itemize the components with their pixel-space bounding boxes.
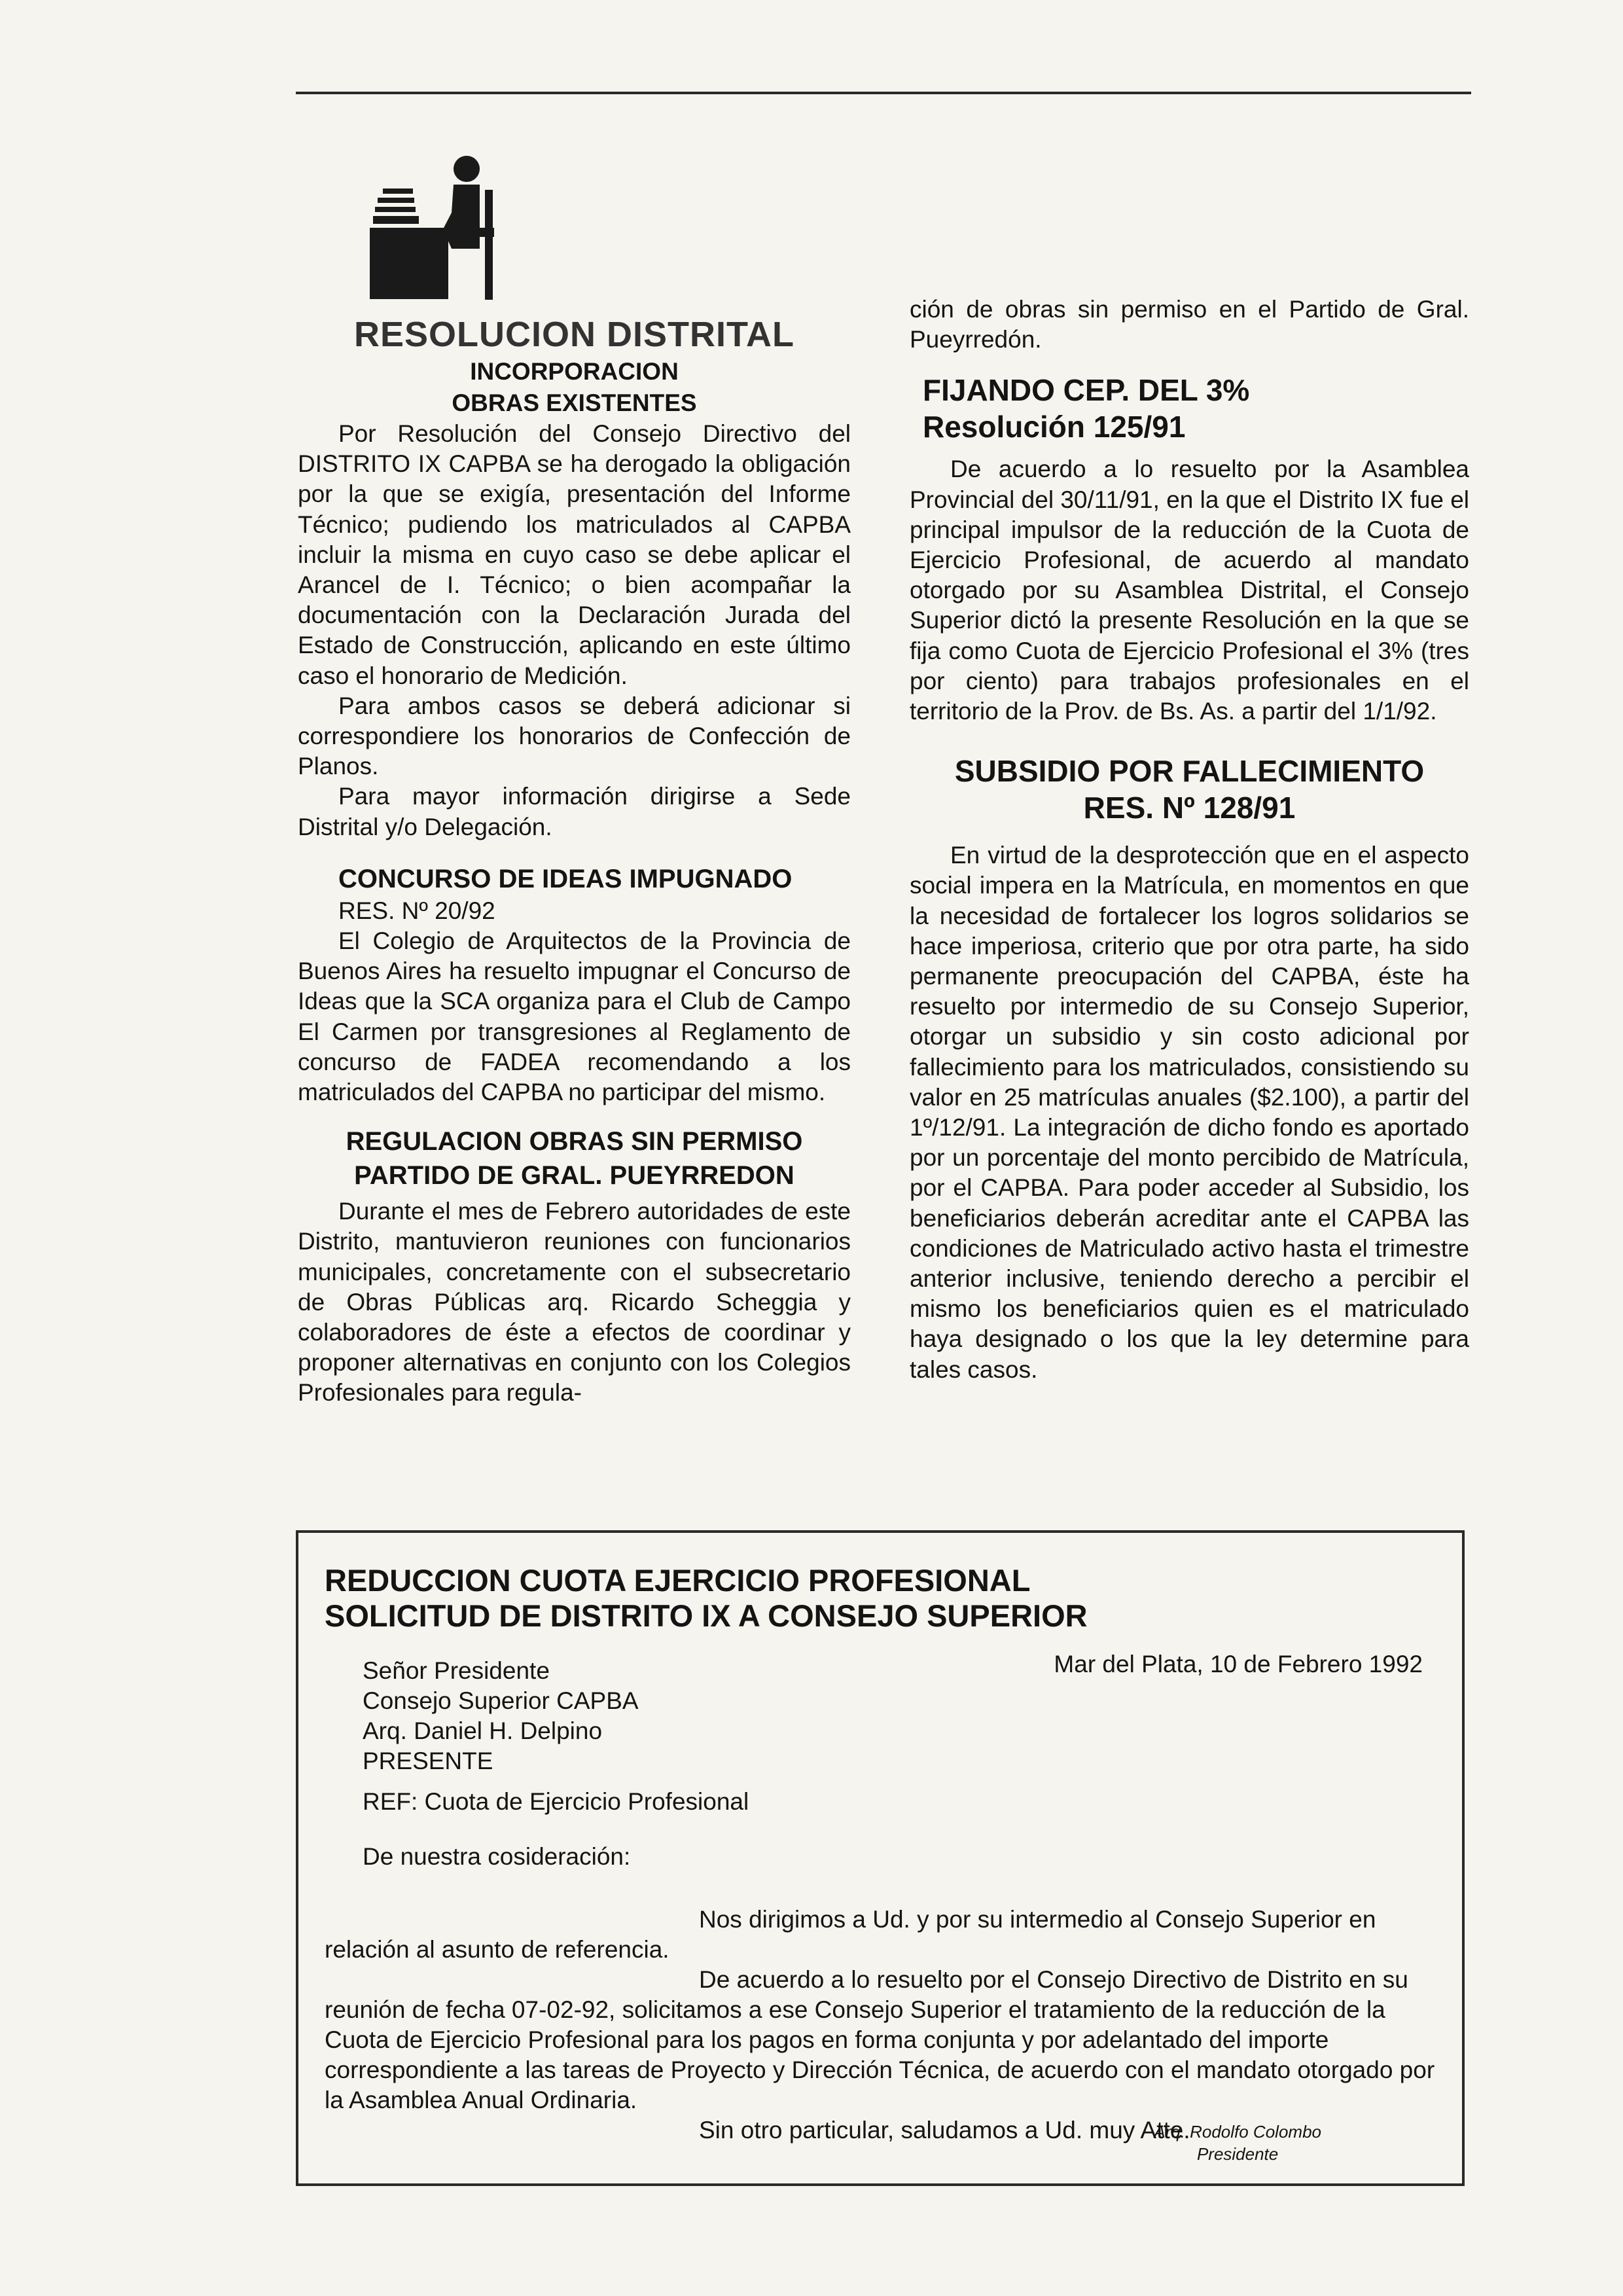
- fijando-paragraph: De acuerdo a lo resuelto por la Asamblea Provincial del 30/11/91, en la que el Distrito IX fue el principal impulsor de la reducción de la Cuota de Ejercicio Profesional, de acuerdo al mandato otorgado por su Asamblea Distrital, el Consejo Superior dictó la presente Resolución en la que se fija como Cuota de Ejercicio Profesional el 3% (tres por ciento) para trabajos profesionales en el territorio de la Prov. de Bs. As. a partir del 1/1/92.: [910, 456, 1469, 725]
- top-rule: [296, 92, 1471, 94]
- subsidio-title-2: RES. Nº 128/91: [1083, 791, 1296, 825]
- signature-role: Presidente: [1196, 2144, 1279, 2164]
- letter-greeting: De nuestra cosideración:: [363, 1843, 631, 1870]
- right-column: [910, 295, 1469, 1385]
- resolucion-paragraph-1: Por Resolución del Consejo Directivo del DISTRITO IX CAPBA se ha derogado la obligación por la que se exigía, presentación del Informe Técnico; pudiendo los matriculados al CAPBA incluir la misma en cuyo caso se debe aplicar el Arancel de I. Técnico; o bien acompañar la documentación con la Declaración Jurada del Estado de Construcción, aplicando en este último caso el honorario de Medición.: [298, 420, 851, 689]
- letter-title-line-1: REDUCCION CUOTA EJERCICIO PROFESIONAL: [325, 1563, 1031, 1598]
- resolucion-paragraph-3: Para mayor información dirigirse a Sede Distrital y/o Delegación.: [298, 783, 851, 840]
- address-line-3: Arq. Daniel H. Delpino: [363, 1717, 603, 1744]
- letter-paragraph-2: De acuerdo a lo resuelto por el Consejo Directivo de Distrito en su reunión de fecha 07-02-92, solicitamos a ese Consejo Superior el tratamiento de la reducción de la Cuota de Ejercicio Profesional para los pagos en forma conjunta y por adelantado del importe correspondiente a las tareas de Proyecto y Dirección Técnica, de acuerdo con el mandato otorgado por la Asamblea Anual Ordinaria.: [325, 1966, 1435, 2113]
- fijando-title-1: FIJANDO CEP. DEL 3%: [923, 373, 1250, 408]
- subsidio-paragraph: En virtud de la desprotección que en el aspecto social impera en la Matrícula, en momentos en que la necesidad de fortalecer los logros solidarios se hace imperiosa, criterio que por otra parte, ha sido permanente preocupación del CAPBA, éste ha resuelto por intermedio de su Consejo Superior, otorgar un subsidio y sin costo adicional por fallecimiento para los matriculados, consistiendo su valor en 25 matrículas anuales ($2.100), a partir del 1º/12/91. La integración de dicho fondo es aportado por un porcentaje del monto percibido de Matrícula, por el CAPBA. Para poder acceder al Subsidio, los beneficiarios deberán acreditar ante el CAPBA las condiciones de Matriculado activo hasta el trimestre anterior inclusive, teniendo derecho a percibir el mismo los beneficiarios quien es el matriculado haya designado o los que la ley determine para tales casos.: [910, 842, 1469, 1383]
- letter-ref: REF: Cuota de Ejercicio Profesional: [363, 1788, 749, 1815]
- regulacion-title-1: REGULACION OBRAS SIN PERMISO: [346, 1127, 803, 1157]
- fijando-title-2: Resolución 125/91: [923, 410, 1186, 444]
- address-line-4: PRESENTE: [363, 1748, 493, 1774]
- concurso-title: CONCURSO DE IDEAS IMPUGNADO: [338, 864, 793, 893]
- address-line-1: Señor Presidente: [363, 1657, 550, 1684]
- regulacion-title-2: PARTIDO DE GRAL. PUEYRREDON: [354, 1161, 794, 1191]
- regulacion-continuation: ción de obras sin permiso en el Partido de Gral. Pueyrredón.: [910, 296, 1469, 353]
- signature-name: Arq. Rodolfo Colombo: [1154, 2122, 1321, 2142]
- letter-box: [296, 1530, 1465, 2186]
- resolucion-title: RESOLUCION DISTRITAL: [354, 315, 794, 354]
- letter-title: [325, 1563, 1088, 1634]
- letter-signature: [1154, 2121, 1321, 2165]
- concurso-res: RES. Nº 20/92: [338, 897, 495, 924]
- letter-body: [325, 1873, 1437, 2145]
- subsidio-title-1: SUBSIDIO POR FALLECIMIENTO: [954, 754, 1425, 789]
- left-column: [298, 314, 851, 1408]
- resolucion-paragraph-2: Para ambos casos se deberá adicionar si correspondiere los honorarios de Confección de Planos.: [298, 692, 851, 780]
- letter-paragraph-1: Nos dirigimos a Ud. y por su intermedio al Consejo Superior en relación al asunto de referencia.: [325, 1906, 1376, 1963]
- letter-address: [363, 1656, 639, 1776]
- address-line-2: Consejo Superior CAPBA: [363, 1687, 639, 1714]
- letter-title-line-2: SOLICITUD DE DISTRITO IX A CONSEJO SUPERIOR: [325, 1598, 1088, 1633]
- letter-date: Mar del Plata, 10 de Febrero 1992: [1054, 1651, 1423, 1677]
- letter-paragraph-3: Sin otro particular, saludamos a Ud. muy Atte.: [699, 2117, 1190, 2144]
- concurso-paragraph: El Colegio de Arquitectos de la Provincia de Buenos Aires ha resuelto impugnar el Concurso de Ideas que la SCA organiza para el Club de Campo El Carmen por transgresiones al Reglamento de concurso de FADEA recomendando a los matriculados del CAPBA no participar del mismo.: [298, 927, 851, 1106]
- incorporacion-subtitle: INCORPORACION: [470, 358, 679, 385]
- obras-subtitle: OBRAS EXISTENTES: [452, 389, 697, 416]
- regulacion-paragraph: Durante el mes de Febrero autoridades de este Distrito, mantuvieron reuniones con funcionarios municipales, concretamente con el subsecretario de Obras Públicas arq. Ricardo Scheggia y colaboradores de éste a efectos de coordinar y proponer alternativas en conjunto con los Colegios Profesionales para regula-: [298, 1198, 851, 1407]
- desk-worker-icon: [370, 151, 514, 301]
